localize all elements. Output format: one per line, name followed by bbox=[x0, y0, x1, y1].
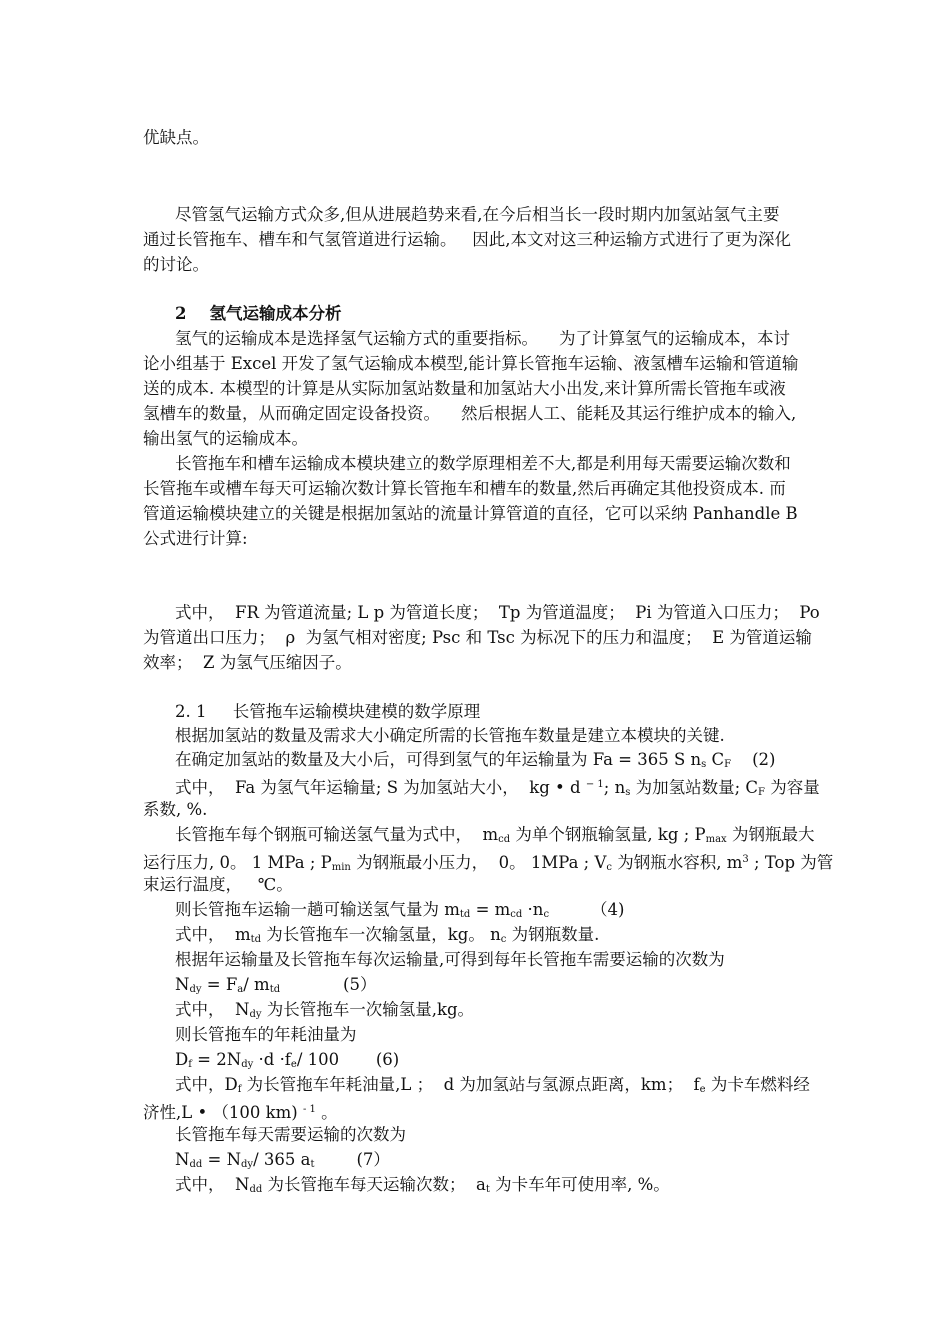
equation-line: 则长管拖车运输一趟可输送氢气量为 $m_{td} = m_{cd} \cdot n_c$ （4) bbox=[175, 900, 625, 920]
paragraph-line: 为管道出口压力； ρ 为氢气相对密度; Psc 和 Tsc 为标况下的压力和温度； E 为管道运输 bbox=[143, 628, 812, 647]
paragraph-line: 尽管氢气运输方式众多,但从进展趋势来看,在今后相当长一段时期内加氢站氢气主要 bbox=[175, 205, 780, 224]
subsection-heading: 2. 1 长管拖车运输模块建模的数学原理 bbox=[175, 702, 481, 721]
paragraph-line: 式中， $N_{dy}$ 为长管拖车一次输氢量,kg。 bbox=[175, 1000, 475, 1020]
paragraph-line: 式中，$D_f$ 为长管拖车年耗油量,L ； d 为加氢站与氢源点距离，km； $f_e$ 为卡车燃料经 bbox=[175, 1075, 810, 1095]
paragraph-line: 系数, %. bbox=[143, 800, 208, 819]
paragraph-line: 束运行温度， ℃。 bbox=[143, 875, 293, 894]
paragraph-line: 根据加氢站的数量及需求大小确定所需的长管拖车数量是建立本模块的关键. bbox=[175, 726, 725, 745]
paragraph-line: 论小组基于 Excel 开发了氢气运输成本模型,能计算长管拖车运输、液氢槽车运输和管道输 bbox=[143, 354, 799, 373]
paragraph-line: 式中， Fa 为氢气年运输量; S 为加氢站大小， kg • d $^{- 1}$; $n_s$ 为加氢站数量; $C_F$ 为容量 bbox=[175, 778, 820, 798]
paragraph-line: 式中， $N_{dd}$ 为长管拖车每天运输次数； $a_t$ 为卡车年可使用率, %。 bbox=[175, 1175, 670, 1195]
paragraph-line: 长管拖车每天需要运输的次数为 bbox=[175, 1125, 406, 1144]
paragraph-line: 运行压力, 0。 1 MPa ; $P_{min}$ 为钢瓶最小压力， 0。 1MPa ; $V_c$ 为钢瓶水容积, $m^3$ ; Top 为管 bbox=[143, 853, 834, 873]
paragraph-line: 送的成本. 本模型的计算是从实际加氢站数量和加氢站大小出发,来计算所需长管拖车或液 bbox=[143, 379, 786, 398]
equation-line: 在确定加氢站的数量及大小后，可得到氢气的年运输量为 Fa = 365 S $n_s$ $C_F$ (2) bbox=[175, 750, 776, 770]
equation-line: $N_{dd} = N_{dy}/$ 365 $a_t$ (7） bbox=[175, 1150, 390, 1170]
paragraph-line: 优缺点。 bbox=[143, 128, 209, 147]
paragraph-line: 长管拖车和槽车运输成本模块建立的数学原理相差不大,都是利用每天需要运输次数和 bbox=[175, 454, 791, 473]
section-heading: 2 氢气运输成本分析 bbox=[175, 304, 342, 323]
paragraph-line: 的讨论。 bbox=[143, 255, 209, 274]
paragraph-line: 输出氢气的运输成本。 bbox=[143, 429, 308, 448]
paragraph-line: 长管拖车或槽车每天可运输次数计算长管拖车和槽车的数量,然后再确定其他投资成本. 而 bbox=[143, 479, 786, 498]
paragraph-line: 长管拖车每个钢瓶可输送氢气量为式中， $m_{cd}$ 为单个钢瓶输氢量, kg ; $P_{max}$ 为钢瓶最大 bbox=[175, 825, 815, 845]
equation-line: $N_{dy} = F_a/$ $m_{td}$ (5） bbox=[175, 975, 377, 995]
paragraph-line: 氢槽车的数量，从而确定固定设备投资。 然后根据人工、能耗及其运行维护成本的输入, bbox=[143, 404, 797, 423]
paragraph-line: 管道运输模块建立的关键是根据加氢站的流量计算管道的直径，它可以采纳 Panhandle B bbox=[143, 504, 798, 523]
paragraph-line: 根据年运输量及长管拖车每次运输量,可得到每年长管拖车需要运输的次数为 bbox=[175, 950, 725, 969]
paragraph-line: 公式进行计算: bbox=[143, 529, 248, 548]
paragraph-line: 则长管拖车的年耗油量为 bbox=[175, 1025, 357, 1044]
paragraph-line: 效率； Z 为氢气压缩因子。 bbox=[143, 653, 352, 672]
paragraph-line: 通过长管拖车、槽车和气氢管道进行运输。 因此,本文对这三种运输方式进行了更为深化 bbox=[143, 230, 791, 249]
paragraph-line: 济性,L • （100 km) $^{- 1}$ 。 bbox=[143, 1103, 338, 1122]
paragraph-line: 氢气的运输成本是选择氢气运输方式的重要指标。 为了计算氢气的运输成本，本讨 bbox=[175, 329, 790, 348]
paragraph-line: 式中， FR 为管道流量; L p 为管道长度； Tp 为管道温度； Pi 为管道入口压力； Po bbox=[175, 603, 820, 622]
paragraph-line: 式中， $m_{td}$ 为长管拖车一次输氢量，kg。 $n_c$ 为钢瓶数量. bbox=[175, 925, 600, 945]
equation-line: $D_f = 2N_{dy} \cdot d \cdot f_e/$ 100 (6) bbox=[175, 1050, 400, 1070]
